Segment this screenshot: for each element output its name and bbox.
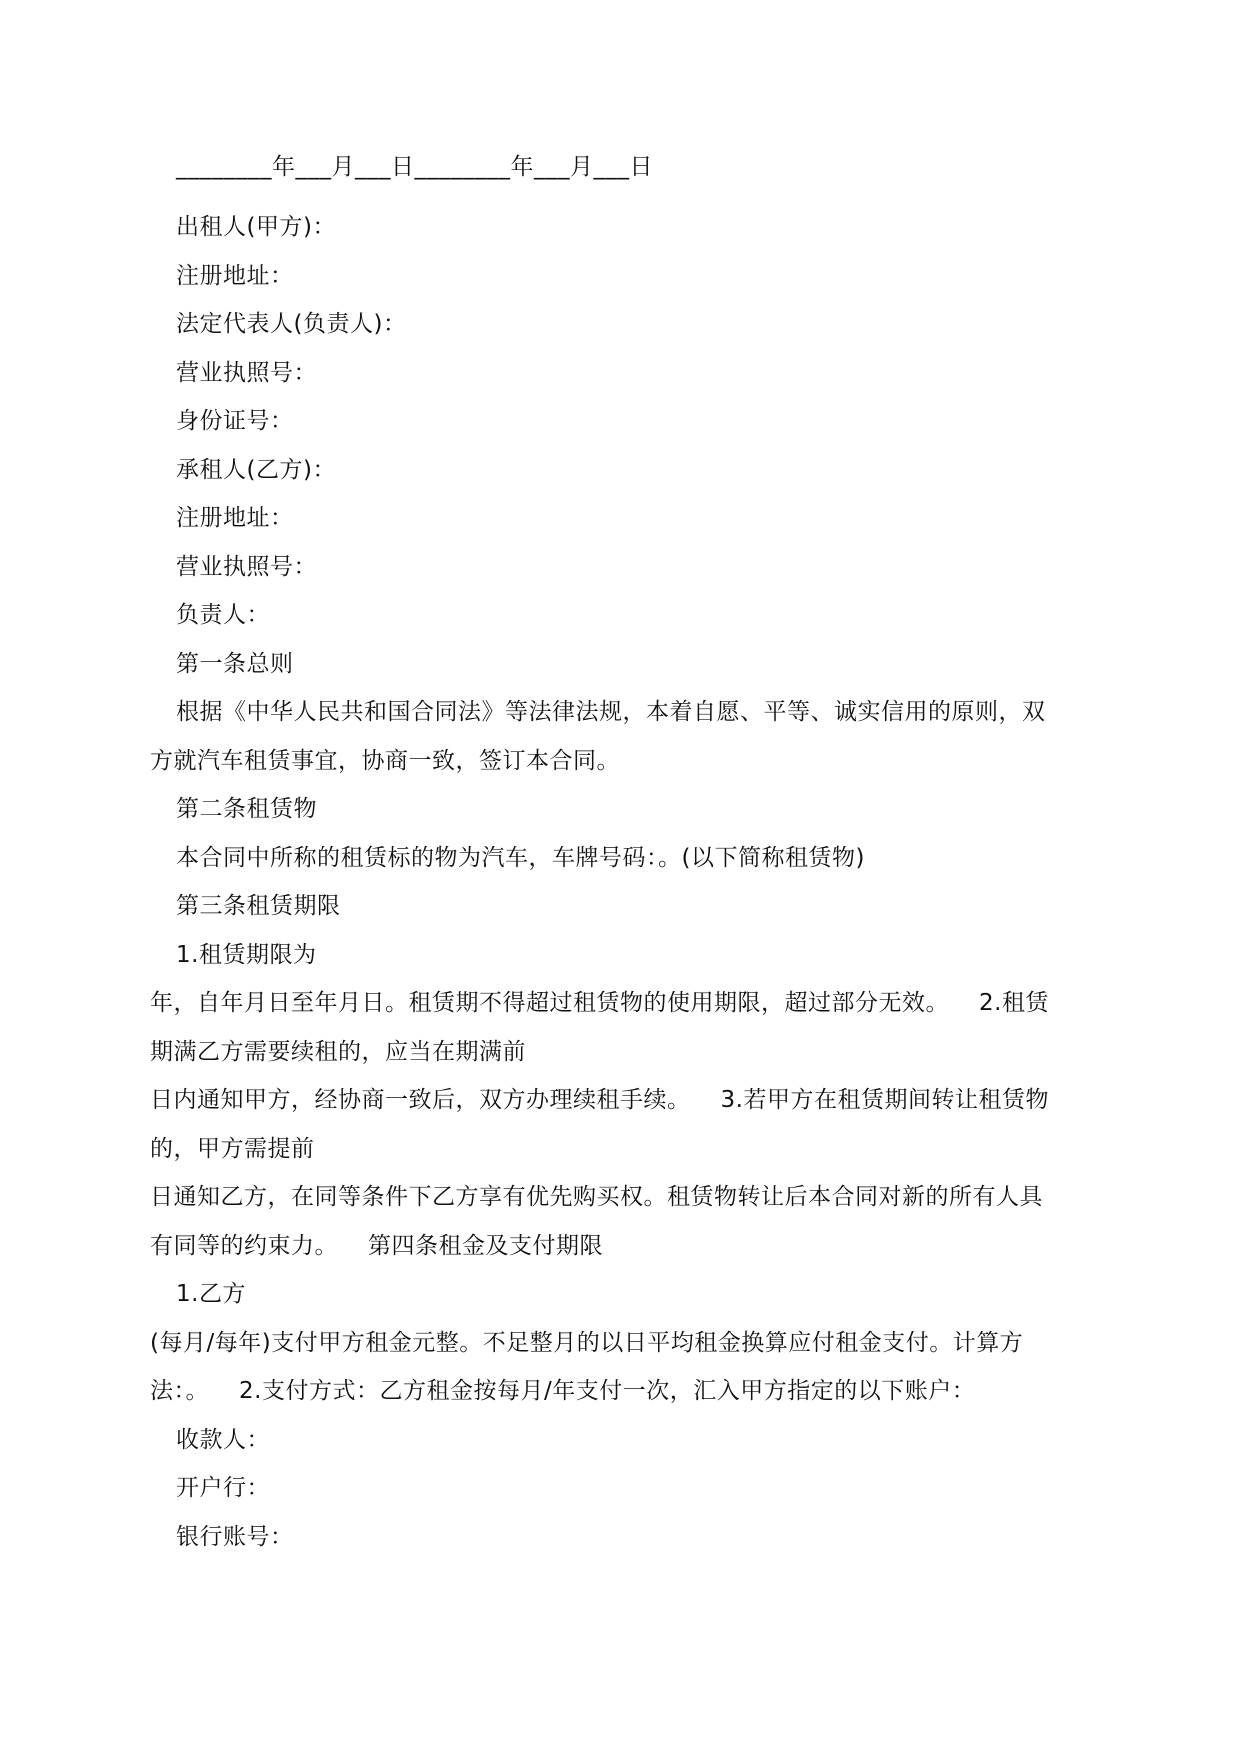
article-4-title: 第四条租金及支付期限 [368, 1232, 603, 1259]
legal-rep-label: 法定代表人(负责人)： [176, 311, 407, 337]
lessee-license-label: 营业执照号： [176, 553, 317, 580]
contract-body [150, 152, 1100, 1561]
article-3-text-seg: 有同等的约束力。 [150, 1232, 338, 1259]
article-4-text-line [150, 1367, 1100, 1416]
article-2-title: 第二条租赁物 [176, 796, 317, 822]
bank-label: 开户行： [176, 1475, 270, 1501]
person-in-charge-label: 负责人： [176, 602, 270, 628]
id-number-label: 身份证号： [176, 408, 294, 434]
article-4-text-seg: 法：。 [150, 1378, 209, 1404]
article-3-text-line: 日通知乙方，在同等条件下乙方享有优先购买权。租赁物转让后本合同对新的所有人具 [150, 1184, 1043, 1210]
article-3-text-line [150, 1076, 1100, 1125]
article-2-text: 本合同中所称的租赁标的物为汽车，车牌号码：。(以下简称租赁物) [176, 844, 865, 871]
article-3-text-seg: 年，自年月日至年月日。租赁期不得超过租赁物的使用期限，超过部分无效。 [150, 990, 949, 1016]
lessee-address-label: 注册地址： [176, 505, 294, 531]
article-4-text-line: (每月/每年)支付甲方租金元整。不足整月的以日平均租金换算应付租金支付。计算方 [150, 1329, 1024, 1356]
lessee-label: 承租人(乙方)： [176, 456, 336, 483]
lessor-license-label: 营业执照号： [176, 359, 317, 386]
payee-label: 收款人： [176, 1426, 270, 1453]
lessor-address-label: 注册地址： [176, 262, 294, 289]
account-label: 银行账号： [176, 1523, 294, 1550]
article-3-item-2-start: 2.租赁 [979, 990, 1049, 1016]
article-3-item-3-start: 3.若甲方在租赁期间转让租赁物 [720, 1087, 1049, 1113]
article-3-text-line: 期满乙方需要续租的，应当在期满前 [150, 1038, 526, 1065]
article-3-text-line [150, 1222, 1100, 1271]
article-3-title: 第三条租赁期限 [176, 893, 341, 919]
article-4-item-2: 2.支付方式：乙方租金按每月/年支付一次，汇入甲方指定的以下账户： [239, 1378, 976, 1404]
article-3-text-seg: 日内通知甲方，经协商一致后，双方办理续租手续。 [150, 1087, 691, 1113]
article-1-text-line-1: 根据《中华人民共和国合同法》等法律法规，本着自愿、平等、诚实信用的原则，双 [176, 699, 1046, 725]
article-1-title: 第一条总则 [176, 650, 294, 677]
article-3-item-1: 1.租赁期限为 [176, 941, 317, 968]
lessor-label: 出租人(甲方)： [176, 214, 336, 240]
article-1-text-line-2: 方就汽车租赁事宜，协商一致，签订本合同。 [150, 747, 620, 774]
article-3-text-line: 的，甲方需提前 [150, 1135, 315, 1162]
date-line: ________年___月___日________年___月___日 [176, 154, 653, 180]
article-3-text-line [150, 979, 1100, 1028]
article-4-item-1: 1.乙方 [176, 1281, 246, 1307]
